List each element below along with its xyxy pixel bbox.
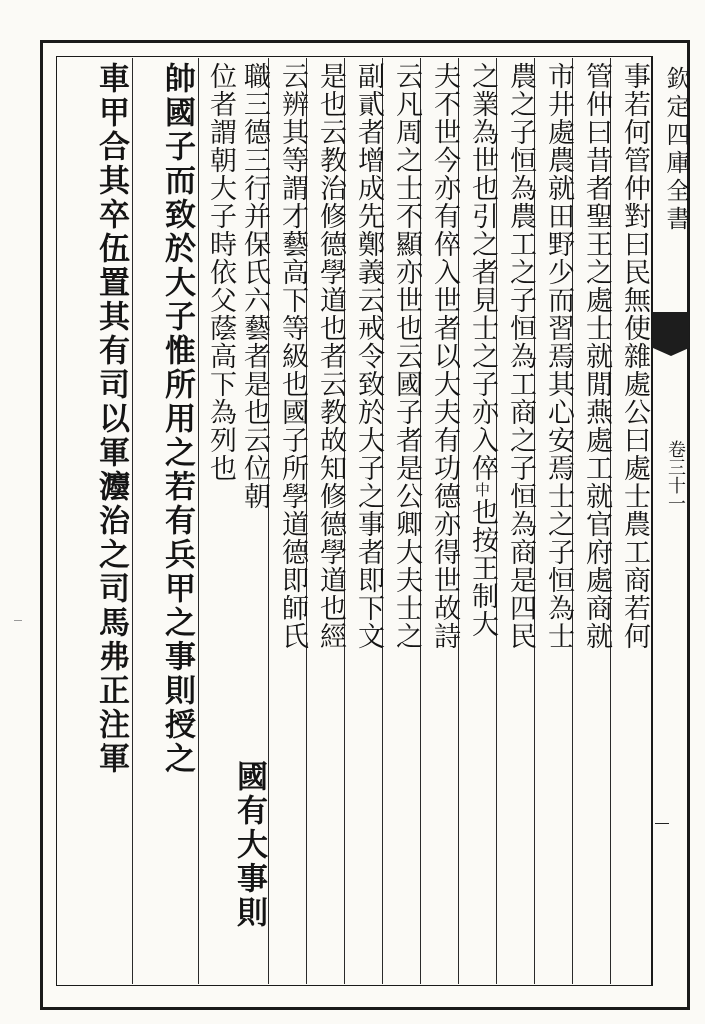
commentary-column: 管仲曰昔者聖王之處士就閒燕處工就官府處商就	[581, 62, 612, 650]
main-text-column: 帥國子而致於大子惟所用之若有兵甲之事則授之	[159, 62, 195, 776]
commentary-column: 夫不世今亦有倅入世者以大夫有功德亦得世故詩	[429, 62, 460, 650]
margin-tick	[655, 823, 669, 824]
commentary-column: 農之子恒為農工之子恒為工商之子恒為商是四民	[505, 62, 536, 650]
fish-tail-mark	[653, 312, 689, 348]
main-text-column: 國有大事則	[231, 760, 267, 930]
small-annotation: 中	[473, 482, 491, 498]
main-text-column: 車甲合其卒伍置其有司以軍灋治之司馬弗正注軍	[93, 62, 129, 776]
commentary-column: 位者謂朝大子時依父蔭高下為列也	[205, 62, 236, 482]
commentary-column: 云辨其等謂才藝高下等級也國子所學道德即師氏	[277, 62, 308, 650]
book-title: 欽定四庫全書	[662, 66, 690, 234]
commentary-column: 職三德三行并保氏六藝者是也云位朝	[239, 62, 270, 510]
volume-number: 卷三十一	[665, 440, 686, 512]
commentary-text: 之業為世也引之者見士之子亦入倅	[467, 62, 498, 482]
edge-tick	[14, 620, 22, 621]
commentary-column: 是也云教治修德學道也者云教故知修德學道也經	[315, 62, 346, 650]
commentary-text: 也按王制大	[467, 498, 498, 638]
commentary-column: 市井處農就田野少而習焉其心安焉士之子恒為士	[543, 62, 574, 650]
commentary-column: 副貳者增成先鄭義云戒令致於大子之事者即下文	[353, 62, 384, 650]
commentary-column: 事若何管仲對曰民無使雜處公曰處士農工商若何	[619, 62, 650, 650]
commentary-column: 云凡周之士不顯亦世也云國子者是公卿大夫士之	[391, 62, 422, 650]
column-rule	[198, 58, 199, 984]
column-rule	[132, 58, 133, 984]
commentary-column	[462, 62, 496, 982]
